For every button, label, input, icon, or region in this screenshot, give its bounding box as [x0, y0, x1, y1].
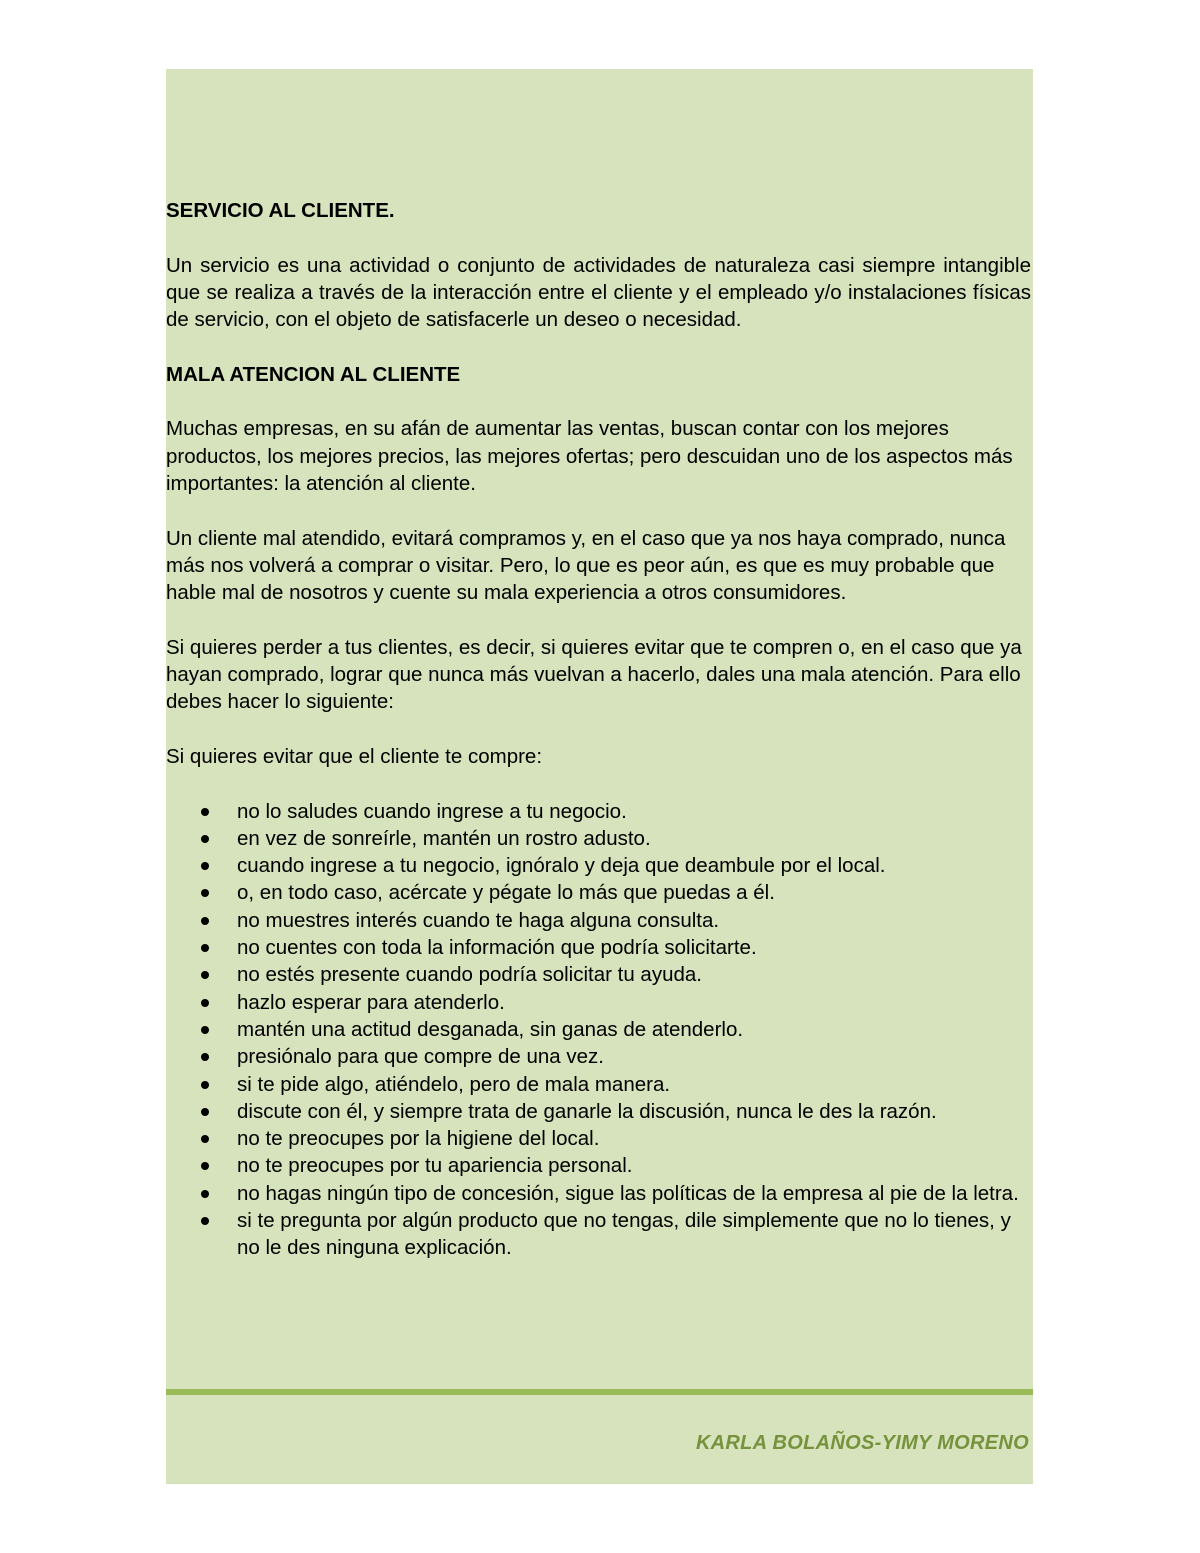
bullet-icon: [201, 1053, 209, 1061]
list-item-text: presiónalo para que compre de una vez.: [237, 1045, 604, 1069]
list-item: [166, 852, 1031, 879]
list-item: [166, 1071, 1031, 1098]
list-item: [166, 934, 1031, 961]
list-item-text: hazlo esperar para atenderlo.: [237, 990, 505, 1014]
list-item: [166, 1043, 1031, 1070]
bullet-icon: [201, 1135, 209, 1143]
spacer: [166, 497, 1031, 524]
section-heading-servicio: SERVICIO AL CLIENTE.: [166, 199, 395, 222]
document-body: [166, 197, 1031, 1262]
bullet-icon: [201, 1190, 209, 1198]
list-item-text: no hagas ningún tipo de concesión, sigue las políticas de la empresa al pie de la letra.: [237, 1181, 1019, 1205]
list-item: [166, 1152, 1031, 1179]
bullet-icon: [201, 1026, 209, 1034]
list-item-text: si te pregunta por algún producto que no tengas, dile simplemente que no lo tienes, y no le des ninguna explicación.: [237, 1208, 1011, 1260]
paragraph-empresas: Muchas empresas, en su afán de aumentar las ventas, buscan contar con los mejores productos, los mejores precios, las mejores ofertas; pero descuidan uno de los aspectos más importantes: la atención al cliente.: [166, 417, 1013, 495]
paragraph-perder-clientes: Si quieres perder a tus clientes, es decir, si quieres evitar que te compren o, en el caso que ya hayan comprado, lograr que nunca más vuelvan a hacerlo, dales una mala atención. Para ello debes hacer lo siguiente:: [166, 635, 1022, 714]
spacer: [166, 606, 1031, 633]
document-page: [166, 69, 1033, 1484]
bullet-icon: [201, 835, 209, 843]
list-item-text: en vez de sonreírle, mantén un rostro adusto.: [237, 826, 651, 850]
bullet-icon: [201, 971, 209, 979]
bullet-icon: [201, 889, 209, 897]
list-item: [166, 1180, 1031, 1207]
list-item: [166, 1125, 1031, 1152]
list-item-text: cuando ingrese a tu negocio, ignóralo y deja que deambule por el local.: [237, 854, 886, 878]
list-item-text: no lo saludes cuando ingrese a tu negocio.: [237, 799, 627, 823]
list-item-text: no estés presente cuando podría solicitar tu ayuda.: [237, 963, 702, 987]
bullet-icon: [201, 917, 209, 925]
bullet-icon: [201, 862, 209, 870]
paragraph-list-intro: Si quieres evitar que el cliente te compre:: [166, 744, 543, 768]
list-item-text: no muestres interés cuando te haga alguna consulta.: [237, 908, 720, 932]
list-item: [166, 989, 1031, 1016]
footer-divider: [166, 1389, 1033, 1395]
paragraph-cliente-mal-atendido: Un cliente mal atendido, evitará compramos y, en el caso que ya nos haya comprado, nunca más nos volverá a comprar o visitar. Pero, lo que es peor aún, es que es muy probable que hable mal de nosotros y cuente su mala experiencia a otros consumidores.: [166, 526, 1006, 605]
list-item-text: si te pide algo, atiéndelo, pero de mala manera.: [237, 1072, 671, 1096]
list-item: [166, 879, 1031, 906]
list-item: [166, 1207, 1031, 1262]
paragraph-definition: Un servicio es una actividad o conjunto de actividades de naturaleza casi siempre intangible que se realiza a través de la interacción entre el cliente y el empleado y/o instalaciones físicas de servicio, con el objeto de satisfacerle un deseo o necesidad.: [166, 253, 1031, 332]
section-heading-mala-atencion: MALA ATENCION AL CLIENTE: [166, 362, 461, 386]
bullet-icon: [201, 1217, 209, 1225]
list-item-text: no te preocupes por tu apariencia personal.: [237, 1154, 633, 1178]
list-item: [166, 1098, 1031, 1125]
bullet-icon: [201, 944, 209, 952]
bullet-list: [166, 798, 1031, 1262]
list-item-text: no cuentes con toda la información que podría solicitarte.: [237, 936, 757, 960]
list-item: [166, 961, 1031, 988]
spacer: [166, 770, 1031, 797]
list-item-text: mantén una actitud desganada, sin ganas de atenderlo.: [237, 1017, 744, 1041]
bullet-icon: [201, 1162, 209, 1170]
list-item: [166, 825, 1031, 852]
list-item-text: discute con él, y siempre trata de ganarle la discusión, nunca le des la razón.: [237, 1099, 937, 1123]
list-item: [166, 798, 1031, 825]
spacer: [166, 716, 1031, 743]
footer-authors: KARLA BOLAÑOS-YIMY MORENO: [695, 1432, 1029, 1454]
bullet-icon: [201, 808, 209, 816]
spacer: [166, 333, 1031, 360]
bullet-icon: [201, 1108, 209, 1116]
bullet-icon: [201, 1081, 209, 1089]
spacer: [166, 224, 1031, 251]
list-item: [166, 907, 1031, 934]
list-item-text: no te preocupes por la higiene del local.: [237, 1127, 600, 1151]
list-item: [166, 1016, 1031, 1043]
list-item-text: o, en todo caso, acércate y pégate lo más que puedas a él.: [237, 881, 775, 905]
bullet-icon: [201, 999, 209, 1007]
spacer: [166, 388, 1031, 415]
